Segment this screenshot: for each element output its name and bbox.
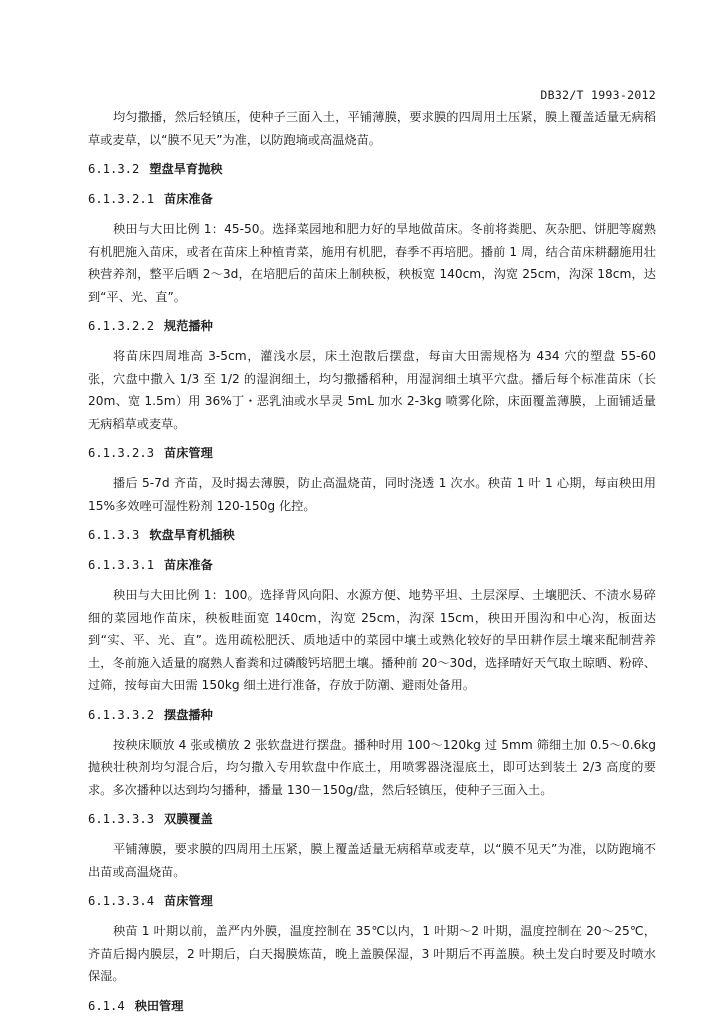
paragraph: 秧苗 1 叶期以前，盖严内外膜，温度控制在 35℃以内，1 叶期～2 叶期，温度控制在 20～25℃，齐苗后揭内膜层，2 叶期后，白天揭膜炼苗，晚上盖膜保湿，3 叶期后不再盖膜。秧土发白时要及时喷水保湿。 <box>88 924 656 983</box>
section-number: 6.1.3.3.2 <box>88 707 155 722</box>
section-number: 6.1.3.2.3 <box>88 446 155 460</box>
section-heading <box>88 158 656 180</box>
section-title: 塑盘旱育抛秧 <box>149 162 223 176</box>
section-heading <box>88 524 656 546</box>
section-number: 6.1.3.2 <box>88 162 140 176</box>
section-heading <box>88 315 656 337</box>
section-heading <box>88 995 656 1017</box>
section-number: 6.1.3.2.2 <box>88 319 155 333</box>
section-heading <box>88 442 656 464</box>
section-heading <box>88 808 656 830</box>
document-code: DB32/T 1993-2012 <box>540 88 656 102</box>
section-number: 6.1.3.3.4 <box>88 894 155 908</box>
paragraph: 按秧床顺放 4 张或横放 2 张软盘进行摆盘。播种时用 100～120kg 过 5mm 筛细土加 0.5～0.6kg 抛秧壮秧剂均匀混合后，均匀撒入专用软盘中作底土，用喷雾器浇湿底土，即可达到装土 2/3 高度的要求。多次播种以达到均匀播种，播量 130－150g/盘，然后轻镇压，使种子三面入土。 <box>88 737 656 797</box>
section-title: 软盘旱育机插秧 <box>149 528 235 542</box>
paragraph: 播后 5-7d 齐苗，及时揭去薄膜，防止高温烧苗，同时浇透 1 次水。秧苗 1 叶 1 心期，每亩秧田用 15%多效唑可湿性粉剂 120-150g 化控。 <box>88 476 656 513</box>
section-heading <box>88 704 656 726</box>
section-title: 秧田管理 <box>134 998 184 1013</box>
paragraph: 将苗床四周堆高 3-5cm，灌浅水层，床土泡散后摆盘，每亩大田需规格为 434 穴的塑盘 55-60 张，穴盘中撒入 1/3 至 1/2 的湿润细土，均匀撒播稻种，用湿润细土填平穴盘。播后每个标准苗床（长 20m、宽 1.5m）用 36%丁・恶乳油或水旱灵 5mL 加水 2-3kg 喷雾化除，床面覆盖薄膜，上面铺适量无病稻草或麦草。 <box>88 349 656 431</box>
section-title: 苗床准备 <box>164 558 213 572</box>
section-number: 6.1.4 <box>88 998 125 1013</box>
section-number: 6.1.3.3.1 <box>88 558 155 572</box>
paragraph: 均匀撒播，然后轻镇压，使种子三面入土，平铺薄膜，要求膜的四周用土压紧，膜上覆盖适量无病稻草或麦草，以“膜不见天”为准，以防跑墒或高温烧苗。 <box>88 110 656 147</box>
paragraph: 秧田与大田比例 1：100。选择背风向阳、水源方便、地势平坦、土层深厚、土壤肥沃、不渍水易碎细的菜园地作苗床，秧板畦面宽 140cm，沟宽 25cm，沟深 15cm，秧田开围沟和中心沟，板面达到“实、平、光、直”。选用疏松肥沃、质地适中的菜园中壤土或熟化较好的旱田耕作层土壤来配制营养土，冬前施入适量的腐熟人畜粪和过磷酸钙培肥土壤。播种前 20～30d，选择晴好天气取土晾晒、粉碎、过筛，按每亩大田需 150kg 细土进行准备，存放于防潮、避雨处备用。 <box>88 588 656 692</box>
section-heading <box>88 554 656 576</box>
document-body <box>88 106 656 1025</box>
section-title: 规范播种 <box>164 319 213 333</box>
section-title: 摆盘播种 <box>164 707 213 722</box>
section-title: 双膜覆盖 <box>164 812 213 826</box>
section-number: 6.1.3.3.3 <box>88 812 155 826</box>
paragraph: 秧田与大田比例 1：45-50。选择菜园地和肥力好的旱地做苗床。冬前将粪肥、灰杂肥、饼肥等腐熟有机肥施入苗床，或者在苗床上种植青菜，施用有机肥，春季不再培肥。播前 1 周，结合苗床耕翻施用壮秧营养剂，整平后晒 2～3d，在培肥后的苗床上制秧板，秧板宽 140cm，沟宽 25cm，沟深 18cm，达到“平、光、直”。 <box>88 222 656 304</box>
section-title: 苗床管理 <box>164 446 213 460</box>
section-title: 苗床管理 <box>164 894 213 908</box>
section-heading <box>88 188 656 210</box>
paragraph: 平铺薄膜，要求膜的四周用土压紧，膜上覆盖适量无病稻草或麦草，以“膜不见天”为准，以防跑墒不出苗或高温烧苗。 <box>88 842 656 879</box>
section-title: 苗床准备 <box>164 192 213 206</box>
section-number: 6.1.3.2.1 <box>88 192 155 206</box>
section-heading <box>88 890 656 912</box>
section-number: 6.1.3.3 <box>88 528 140 542</box>
